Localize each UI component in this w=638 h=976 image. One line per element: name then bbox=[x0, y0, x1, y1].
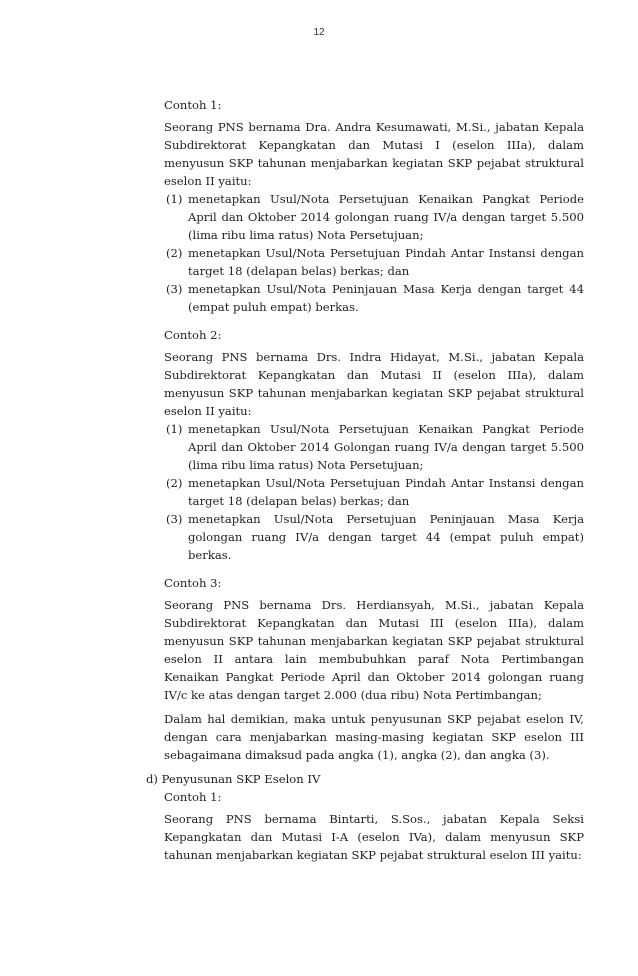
conclusion-paragraph: Dalam hal demikian, maka untuk penyusunan SKP pejabat eselon IV, dengan cara menjabarkan masing-masing kegiatan SKP eselon III sebagaimana dimaksud pada angka (1), angka (2), dan angka (3). bbox=[164, 712, 584, 762]
document-body bbox=[146, 96, 584, 864]
section-d bbox=[164, 788, 584, 864]
example-heading: Contoh 1: bbox=[164, 790, 222, 804]
list-item-text: menetapkan Usul/Nota Persetujuan Pindah Antar Instansi dengan target 18 (delapan belas) berkas; dan bbox=[188, 476, 584, 508]
example-paragraph: Seorang PNS bernama Bintarti, S.Sos., jabatan Kepala Seksi Kepangkatan dan Mutasi I-A (eselon IVa), dalam menyusun SKP tahunan menjabarkan kegiatan SKP pejabat struktural eselon III yaitu: bbox=[164, 812, 584, 862]
list-number: (3) bbox=[166, 282, 183, 296]
list-item bbox=[166, 420, 584, 474]
list-item bbox=[166, 244, 584, 280]
list-number: (2) bbox=[166, 476, 183, 490]
list-item-text: menetapkan Usul/Nota Persetujuan Kenaikan Pangkat Periode April dan Oktober 2014 golongan ruang IV/a dengan target 5.500 (lima ribu lima ratus) Nota Persetujuan; bbox=[188, 192, 584, 242]
list-item bbox=[166, 510, 584, 564]
list-number: (3) bbox=[166, 512, 183, 526]
list-number: (2) bbox=[166, 246, 183, 260]
list-item bbox=[166, 474, 584, 510]
list-item-text: menetapkan Usul/Nota Persetujuan Kenaikan Pangkat Periode April dan Oktober 2014 Golongan ruang IV/a dengan target 5.500 (lima ribu lima ratus) Nota Persetujuan; bbox=[188, 422, 584, 472]
example-heading: Contoh 2: bbox=[164, 328, 222, 342]
example-heading: Contoh 1: bbox=[164, 98, 222, 112]
list-item-text: menetapkan Usul/Nota Persetujuan Peninjauan Masa Kerja golongan ruang IV/a dengan target 44 (empat puluh empat) berkas. bbox=[188, 512, 584, 562]
list-item bbox=[166, 280, 584, 316]
example-paragraph: Seorang PNS bernama Drs. Herdiansyah, M.Si., jabatan Kepala Subdirektorat Kepangkatan dan Mutasi III (eselon IIIa), dalam menyusun SKP tahunan menjabarkan kegiatan SKP pejabat struktural eselon II antara lain membubuhkan paraf Nota Pertimbangan Kenaikan Pangkat Periode April dan Oktober 2014 golongan ruang IV/c ke atas dengan target 2.000 (dua ribu) Nota Pertimbangan; bbox=[164, 598, 584, 702]
example-2 bbox=[164, 326, 584, 564]
list-number: (1) bbox=[166, 192, 183, 206]
section-d-title: d) Penyusunan SKP Eselon IV bbox=[146, 772, 321, 786]
list-item bbox=[166, 190, 584, 244]
list-number: (1) bbox=[166, 422, 183, 436]
example-3 bbox=[164, 574, 584, 764]
example-paragraph: Seorang PNS bernama Dra. Andra Kesumawati, M.Si., jabatan Kepala Subdirektorat Kepangkatan dan Mutasi I (eselon IIIa), dalam menyusun SKP tahunan menjabarkan kegiatan SKP pejabat struktural eselon II yaitu: bbox=[164, 120, 584, 188]
example-paragraph: Seorang PNS bernama Drs. Indra Hidayat, M.Si., jabatan Kepala Subdirektorat Kepangkatan dan Mutasi II (eselon IIIa), dalam menyusun SKP tahunan menjabarkan kegiatan SKP pejabat struktural eselon II yaitu: bbox=[164, 350, 584, 418]
activity-list bbox=[166, 420, 584, 564]
example-heading: Contoh 3: bbox=[164, 576, 222, 590]
list-item-text: menetapkan Usul/Nota Peninjauan Masa Kerja dengan target 44 (empat puluh empat) berkas. bbox=[188, 282, 584, 314]
list-item-text: menetapkan Usul/Nota Persetujuan Pindah Antar Instansi dengan target 18 (delapan belas) berkas; dan bbox=[188, 246, 584, 278]
activity-list bbox=[166, 190, 584, 316]
example-1 bbox=[164, 96, 584, 316]
page-number: 12 bbox=[313, 27, 325, 38]
